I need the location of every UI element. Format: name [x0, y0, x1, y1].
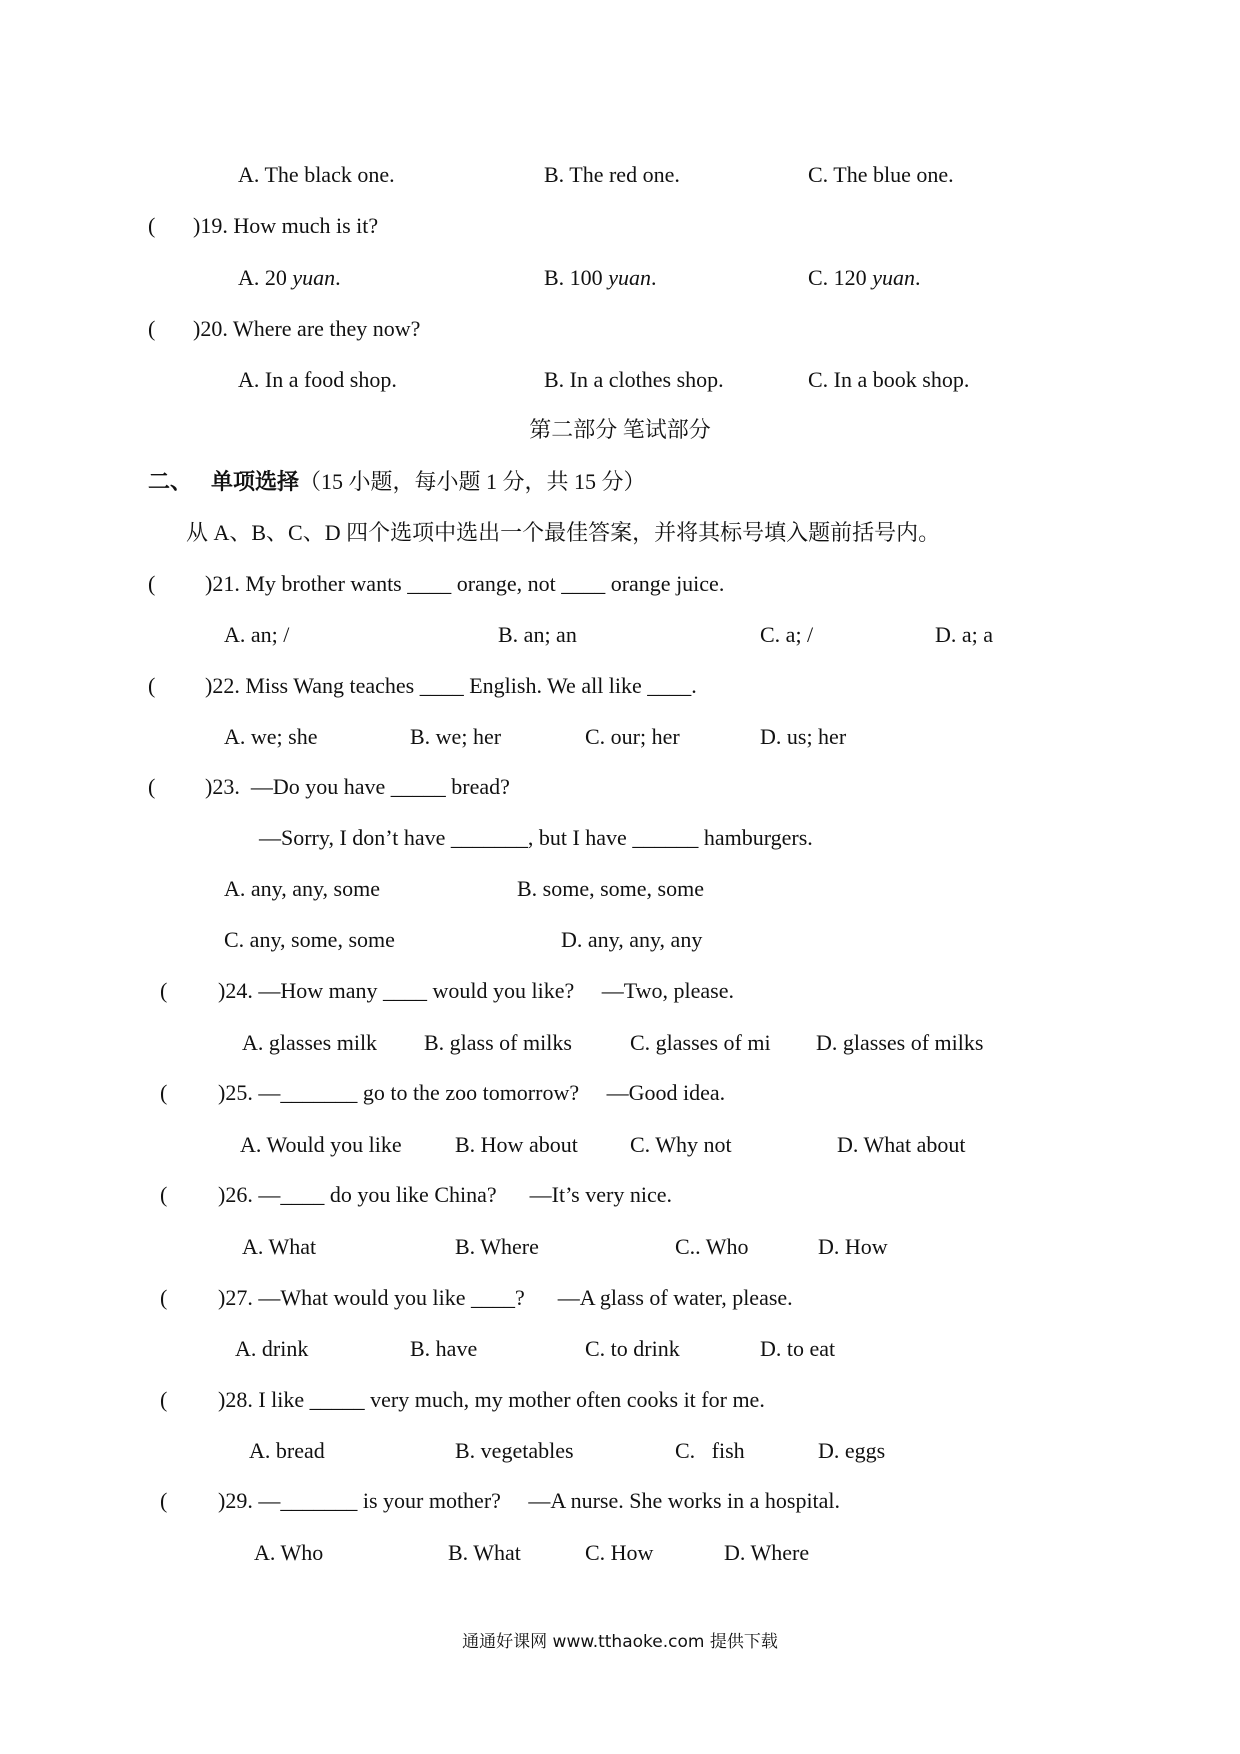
answer-paren[interactable]: ( — [160, 1387, 168, 1412]
option-b: B. How about — [455, 1132, 578, 1157]
option-c: C. How — [585, 1540, 654, 1565]
option-d: D. glasses of milks — [816, 1030, 984, 1055]
option-c: C. any, some, some — [224, 927, 395, 952]
option-b: B. What — [448, 1540, 521, 1565]
page-footer: 通通好课网 www.tthaoke.com 提供下载 — [462, 1632, 778, 1652]
question-stem: )20. Where are they now? — [193, 316, 421, 341]
option-c: C. In a book shop. — [808, 367, 970, 392]
option-c: C. a; / — [760, 622, 814, 647]
option-a: A. Would you like — [240, 1132, 402, 1157]
option-b: B. an; an — [498, 622, 577, 647]
option-b: B. 100 yuan. — [544, 265, 657, 290]
answer-paren[interactable]: ( — [148, 774, 156, 799]
section-instruction: 从 A、B、C、D 四个选项中选出一个最佳答案，并将其标号填入题前括号内。 — [186, 520, 941, 545]
part-title: 第二部分 笔试部分 — [529, 417, 711, 442]
option-c: C. The blue one. — [808, 162, 954, 187]
option-a: A. bread — [249, 1438, 325, 1463]
question-stem: )21. My brother wants ____ orange, not ____ orange juice. — [205, 571, 725, 596]
option-a: A. we; she — [224, 724, 318, 749]
option-c: C. 120 yuan. — [808, 265, 921, 290]
option-c: C. Why not — [630, 1132, 732, 1157]
option-b: B. some, some, some — [517, 876, 704, 901]
answer-paren[interactable]: ( — [148, 213, 156, 238]
option-c: C.. Who — [675, 1234, 749, 1259]
answer-paren[interactable]: ( — [160, 1285, 168, 1310]
answer-paren[interactable]: ( — [160, 1182, 168, 1207]
option-b: B. we; her — [410, 724, 502, 749]
option-d: D. a; a — [935, 622, 994, 647]
question-stem: )23. —Do you have _____ bread? — [205, 774, 510, 799]
question-stem: )26. —____ do you like China? —It’s very nice. — [218, 1182, 672, 1207]
option-d: D. any, any, any — [561, 927, 703, 952]
option-d: D. us; her — [760, 724, 847, 749]
section-title: 单项选择（15 小题，每小题 1 分，共 15 分） — [211, 469, 646, 494]
option-b: B. have — [410, 1336, 478, 1361]
question-stem: )27. —What would you like ____? —A glass of water, please. — [218, 1285, 793, 1310]
option-d: D. Where — [724, 1540, 810, 1565]
option-c: C. glasses of mi — [630, 1030, 771, 1055]
option-a: A. What — [242, 1234, 317, 1259]
question-stem: )24. —How many ____ would you like? —Two, please. — [218, 978, 734, 1003]
question-stem: )22. Miss Wang teaches ____ English. We all like ____. — [205, 673, 697, 698]
option-b: B. vegetables — [455, 1438, 574, 1463]
option-a: A. Who — [254, 1540, 324, 1565]
option-c: C. to drink — [585, 1336, 680, 1361]
option-d: D. What about — [837, 1132, 966, 1157]
option-b: B. In a clothes shop. — [544, 367, 724, 392]
option-c: C. fish — [675, 1438, 745, 1463]
option-d: D. to eat — [760, 1336, 836, 1361]
option-a: A. any, any, some — [224, 876, 380, 901]
answer-paren[interactable]: ( — [160, 1488, 168, 1513]
option-a: A. 20 yuan. — [238, 265, 341, 290]
question-stem: )28. I like _____ very much, my mother often cooks it for me. — [218, 1387, 765, 1412]
option-d: D. eggs — [818, 1438, 886, 1463]
option-b: B. Where — [455, 1234, 539, 1259]
option-a: A. The black one. — [238, 162, 395, 187]
section-number: 二、 — [148, 469, 193, 494]
option-a: A. In a food shop. — [238, 367, 397, 392]
answer-paren[interactable]: ( — [148, 316, 156, 341]
answer-paren[interactable]: ( — [148, 571, 156, 596]
option-b: B. The red one. — [544, 162, 680, 187]
option-c: C. our; her — [585, 724, 680, 749]
answer-paren[interactable]: ( — [160, 978, 168, 1003]
question-stem-reply: —Sorry, I don’t have _______, but I have ______ hamburgers. — [259, 825, 813, 850]
option-d: D. How — [818, 1234, 888, 1259]
question-stem: )29. —_______ is your mother? —A nurse. She works in a hospital. — [218, 1488, 841, 1513]
option-a: A. an; / — [224, 622, 290, 647]
option-a: A. drink — [235, 1336, 309, 1361]
question-stem: )19. How much is it? — [193, 213, 379, 238]
question-stem: )25. —_______ go to the zoo tomorrow? —Good idea. — [218, 1080, 726, 1105]
answer-paren[interactable]: ( — [148, 673, 156, 698]
option-a: A. glasses milk — [242, 1030, 378, 1055]
answer-paren[interactable]: ( — [160, 1080, 168, 1105]
option-b: B. glass of milks — [424, 1030, 572, 1055]
